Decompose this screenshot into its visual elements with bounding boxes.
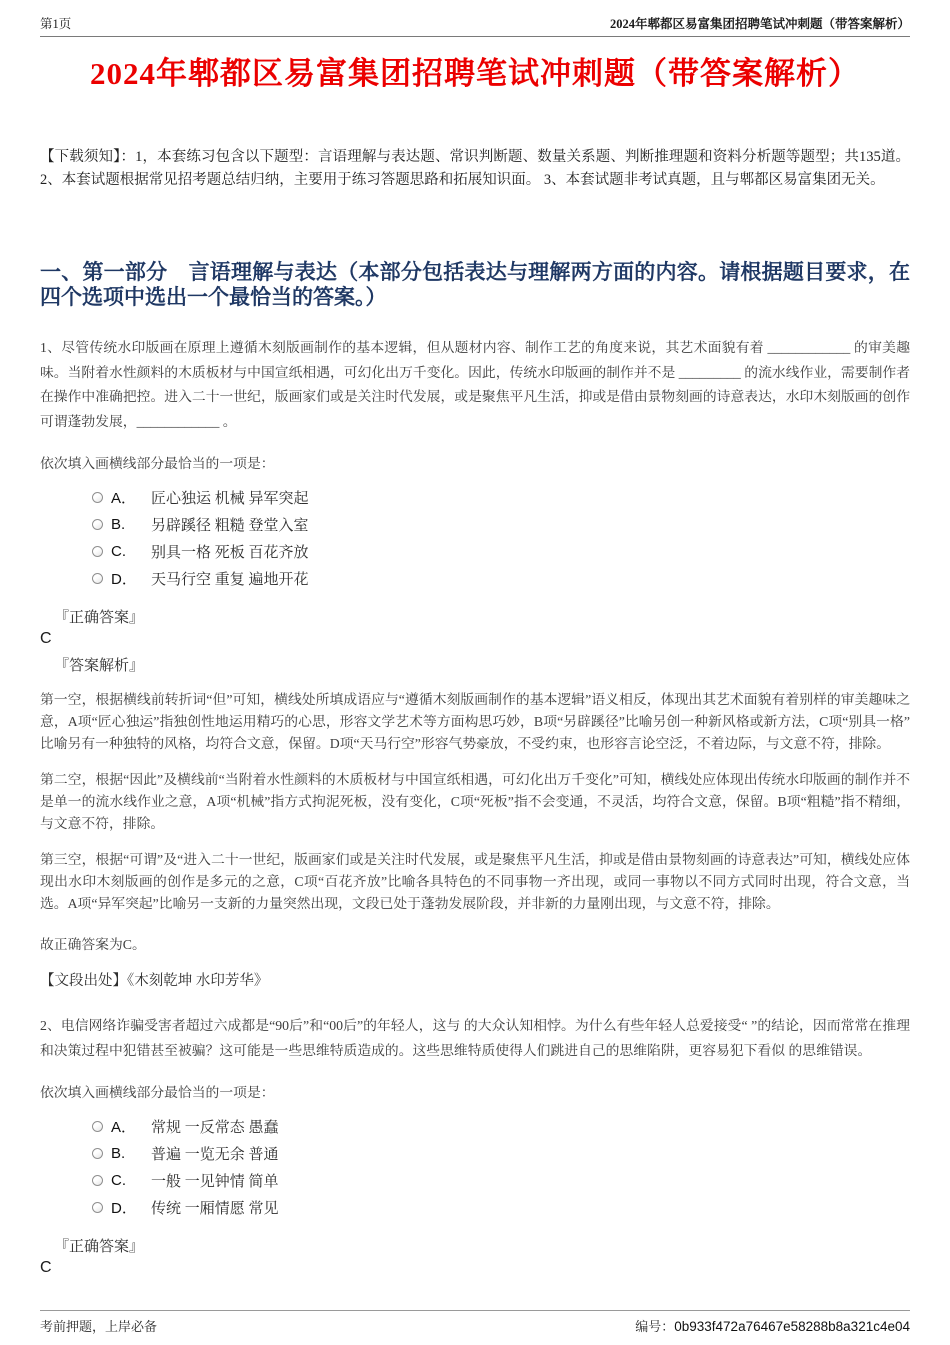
question-1-analysis-label: 『答案解析』 xyxy=(54,658,145,674)
question-1-analysis-paragraph-3: 第三空，根据“可谓”及“进入二十一世纪，版画家们或是关注时代发展，或是聚焦平凡生活，抑或是借由景物刻画的诗意表达”可知，横线处应体现出水印木刻版画的创作是多元的之意，C项“百花齐放”比喻各具特色的不同事物一齐出现，或同一事物以不同方式同时出现，符合文意，当选。A项“异军突起”比喻另一支新的力量突然出现，文段已处于蓬勃发展阶段，并非新的力量刚出现，与文意不符，排除。 xyxy=(40,852,910,911)
radio-button-icon[interactable] xyxy=(92,1148,103,1159)
header-page-number: 第1页 xyxy=(40,17,72,31)
document-content xyxy=(40,146,910,1279)
question-2-prompt: 依次填入画横线部分最恰当的一项是： xyxy=(40,1085,275,1100)
radio-button-icon[interactable] xyxy=(92,1121,103,1132)
question-1-answer-label: 『正确答案』 xyxy=(54,610,145,626)
radio-button-icon[interactable] xyxy=(92,492,103,503)
question-2-answer-value: C xyxy=(40,1259,52,1276)
question-1-options xyxy=(40,484,910,592)
header-doc-name: 2024年郫都区易富集团招聘笔试冲刺题（带答案解析） xyxy=(609,17,910,31)
option-text: 传统 一厢情愿 常见 xyxy=(151,1201,279,1217)
option-text: 普遍 一览无余 普通 xyxy=(151,1147,279,1163)
option-letter: A． xyxy=(111,1119,137,1136)
page-footer xyxy=(40,1310,910,1335)
radio-button-icon[interactable] xyxy=(92,546,103,557)
question-1-option-c[interactable] xyxy=(40,538,910,565)
question-2-options xyxy=(40,1113,910,1221)
footer-document-id xyxy=(635,1316,910,1335)
option-letter: D． xyxy=(111,571,137,588)
question-1-analysis-paragraph-1: 第一空，根据横线前转折词“但”可知，横线处所填成语应与“遵循木刻版画制作的基本逻辑”语义相反，体现出其艺术面貌有着别样的审美趣味之意，A项“匠心独运”指独创性地运用精巧的心思，形容文学艺术等方面构思巧妙，B项“另辟蹊径”比喻另创一种新风格或新方法，C项“别具一格”比喻另有一种独特的风格，均符合文意，保留。D项“天马行空”形容气势豪放，不受约束，也形容言论空泛，不着边际，与文意不符，排除。 xyxy=(40,692,910,751)
option-letter: A． xyxy=(111,490,137,507)
section-heading: 一、第一部分 言语理解与表达（本部分包括表达与理解两方面的内容。请根据题目要求，在四个选项中选出一个最恰当的答案。） xyxy=(40,260,910,309)
option-letter: B. xyxy=(111,516,126,533)
option-text: 天马行空 重复 遍地开花 xyxy=(151,572,309,588)
footer-id-label: 编号： xyxy=(635,1319,675,1334)
question-2-option-a[interactable] xyxy=(40,1113,910,1140)
footer-id-value: 0b933f472a76467e58288b8a321c4e04 xyxy=(674,1319,910,1334)
option-letter: B. xyxy=(111,1145,126,1162)
question-1-option-b[interactable] xyxy=(40,511,910,538)
option-letter: C. xyxy=(111,1172,126,1189)
question-1-option-a[interactable] xyxy=(40,484,910,511)
option-text: 常规 一反常态 愚蠢 xyxy=(151,1120,279,1136)
option-text: 一般 一见钟情 简单 xyxy=(151,1174,279,1190)
question-1-answer-value: C xyxy=(40,630,52,647)
question-1-stem: 1、尽管传统水印版画在原理上遵循木刻版画制作的基本逻辑，但从题材内容、制作工艺的角度来说，其艺术面貌有着 ____________ 的审美趣味。当附着水性颜料的木质板材与中国宣纸相遇，可幻化出万千变化。因此，传统水印版画的制作并不是 _________ 的流水线作业，需要制作者在操作中准确把控。进入二十一世纪，版画家们或是关注时代发展，或是聚焦平凡生活，抑或是借由景物刻画的诗意表达，水印木刻版画的创作可谓蓬勃发展，____________ 。 xyxy=(40,340,910,429)
question-1-analysis-paragraph-2: 第二空，根据“因此”及横线前“当附着水性颜料的木质板材与中国宣纸相遇，可幻化出万千变化”可知，横线处应体现出传统水印版画的制作并不是单一的流水线作业之意，A项“机械”指方式拘泥死板，没有变化，C项“死板”指不会变通，不灵活，均符合文意，保留。B项“粗糙”指不精细，与文意不符，排除。 xyxy=(40,772,910,831)
radio-button-icon[interactable] xyxy=(92,1175,103,1186)
footer-slogan: 考前押题，上岸必备 xyxy=(40,1319,158,1334)
radio-button-icon[interactable] xyxy=(92,1202,103,1213)
option-letter: D． xyxy=(111,1200,137,1217)
option-text: 匠心独运 机械 异军突起 xyxy=(151,491,309,507)
page-header xyxy=(40,14,910,37)
option-letter: C. xyxy=(111,543,126,560)
option-text: 另辟蹊径 粗糙 登堂入室 xyxy=(151,518,309,534)
question-2-option-c[interactable] xyxy=(40,1167,910,1194)
question-2-answer-label: 『正确答案』 xyxy=(54,1239,145,1255)
question-2-option-b[interactable] xyxy=(40,1140,910,1167)
question-2-stem: 2、电信网络诈骗受害者超过六成都是“90后”和“00后”的年轻人，这与 的大众认知相悖。为什么有些年轻人总爱接受“ ”的结论，因而常常在推理和决策过程中犯错甚至被骗？这可能是一些思维特质造成的。这些思维特质使得人们跳进自己的思维陷阱，更容易犯下看似 的思维错误。 xyxy=(40,1018,910,1058)
download-notice: 【下载须知】：1，本套练习包含以下题型：言语理解与表达题、常识判断题、数量关系题、判断推理题和资料分析题等题型；共135道。 2、本套试题根据常见招考题总结归纳，主要用于练习答题思路和拓展知识面。 3、本套试题非考试真题，且与郫都区易富集团无关。 xyxy=(40,149,910,188)
question-1-prompt: 依次填入画横线部分最恰当的一项是： xyxy=(40,456,275,471)
question-1-source: 【文段出处】《木刻乾坤 水印芳华》 xyxy=(40,973,269,989)
radio-button-icon[interactable] xyxy=(92,519,103,530)
question-2-option-d[interactable] xyxy=(40,1194,910,1221)
document-title: 2024年郫都区易富集团招聘笔试冲刺题（带答案解析） xyxy=(90,56,860,91)
radio-button-icon[interactable] xyxy=(92,573,103,584)
question-1-conclusion: 故正确答案为C。 xyxy=(40,937,146,952)
question-1-option-d[interactable] xyxy=(40,565,910,592)
option-text: 别具一格 死板 百花齐放 xyxy=(151,545,309,561)
